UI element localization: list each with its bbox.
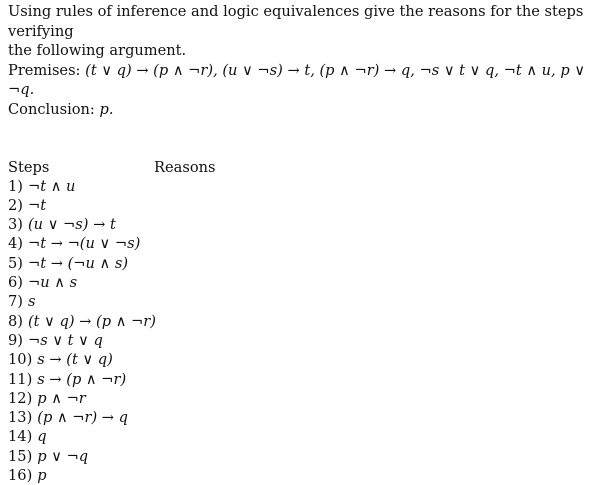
step-row bbox=[8, 177, 604, 196]
conclusion-line bbox=[8, 100, 604, 120]
instruction-line-2: the following argument. bbox=[8, 42, 187, 60]
step-expression: s → (t ∨ q) bbox=[37, 351, 113, 369]
steps-list bbox=[8, 177, 604, 485]
premises-label: Premises: bbox=[8, 61, 81, 79]
step-expression: ¬t → ¬(u ∨ ¬s) bbox=[27, 235, 141, 253]
problem-statement bbox=[8, 2, 604, 120]
step-number: 5) bbox=[8, 254, 23, 272]
step-number: 11) bbox=[8, 370, 33, 388]
step-number: 9) bbox=[8, 331, 23, 349]
step-number: 16) bbox=[8, 467, 33, 485]
step-expression: s bbox=[27, 293, 36, 311]
step-row bbox=[8, 312, 604, 331]
step-expression: ¬t bbox=[27, 196, 47, 214]
column-headers bbox=[8, 158, 604, 177]
step-expression: p ∧ ¬r bbox=[37, 389, 86, 407]
step-number: 4) bbox=[8, 235, 23, 253]
step-row bbox=[8, 408, 604, 427]
step-expression: p bbox=[37, 467, 47, 485]
step-row bbox=[8, 254, 604, 273]
step-expression: (p ∧ ¬r) → q bbox=[37, 409, 129, 427]
step-number: 7) bbox=[8, 293, 23, 311]
step-row bbox=[8, 466, 604, 485]
step-number: 12) bbox=[8, 389, 33, 407]
step-row bbox=[8, 427, 604, 446]
instruction-line-1: Using rules of inference and logic equivalences give the reasons for the steps verifying bbox=[8, 3, 584, 40]
step-expression: (u ∨ ¬s) → t bbox=[27, 216, 116, 234]
step-expression: ¬t ∧ u bbox=[27, 177, 76, 195]
step-number: 13) bbox=[8, 409, 33, 427]
reasons-header: Reasons bbox=[154, 158, 216, 176]
step-number: 2) bbox=[8, 196, 23, 214]
step-expression: ¬s ∨ t ∨ q bbox=[27, 331, 103, 349]
step-row bbox=[8, 331, 604, 350]
step-row bbox=[8, 234, 604, 253]
step-expression: (t ∨ q) → (p ∧ ¬r) bbox=[27, 312, 156, 330]
premises-line bbox=[8, 61, 604, 100]
document bbox=[8, 2, 604, 485]
step-number: 10) bbox=[8, 351, 33, 369]
step-row bbox=[8, 370, 604, 389]
step-number: 3) bbox=[8, 216, 23, 234]
spacer bbox=[8, 120, 604, 158]
step-row bbox=[8, 350, 604, 369]
step-expression: q bbox=[37, 428, 47, 446]
step-row bbox=[8, 447, 604, 466]
step-expression: s → (p ∧ ¬r) bbox=[37, 370, 127, 388]
step-row bbox=[8, 215, 604, 234]
step-number: 1) bbox=[8, 177, 23, 195]
step-number: 8) bbox=[8, 312, 23, 330]
step-row bbox=[8, 196, 604, 215]
step-expression: ¬u ∧ s bbox=[27, 274, 78, 292]
step-row bbox=[8, 292, 604, 311]
steps-header: Steps bbox=[8, 158, 50, 176]
conclusion-text: p. bbox=[99, 100, 114, 118]
premises-text: (t ∨ q) → (p ∧ ¬r), (u ∨ ¬s) → t, (p ∧ ¬r) → q, ¬s ∨ t ∨ q, ¬t ∧ u, p ∨ ¬q. bbox=[8, 61, 585, 99]
conclusion-label: Conclusion: bbox=[8, 100, 95, 118]
step-row bbox=[8, 389, 604, 408]
step-expression: ¬t → (¬u ∧ s) bbox=[27, 254, 129, 272]
step-expression: p ∨ ¬q bbox=[37, 447, 89, 465]
step-number: 14) bbox=[8, 428, 33, 446]
step-number: 6) bbox=[8, 274, 23, 292]
step-row bbox=[8, 273, 604, 292]
step-number: 15) bbox=[8, 447, 33, 465]
